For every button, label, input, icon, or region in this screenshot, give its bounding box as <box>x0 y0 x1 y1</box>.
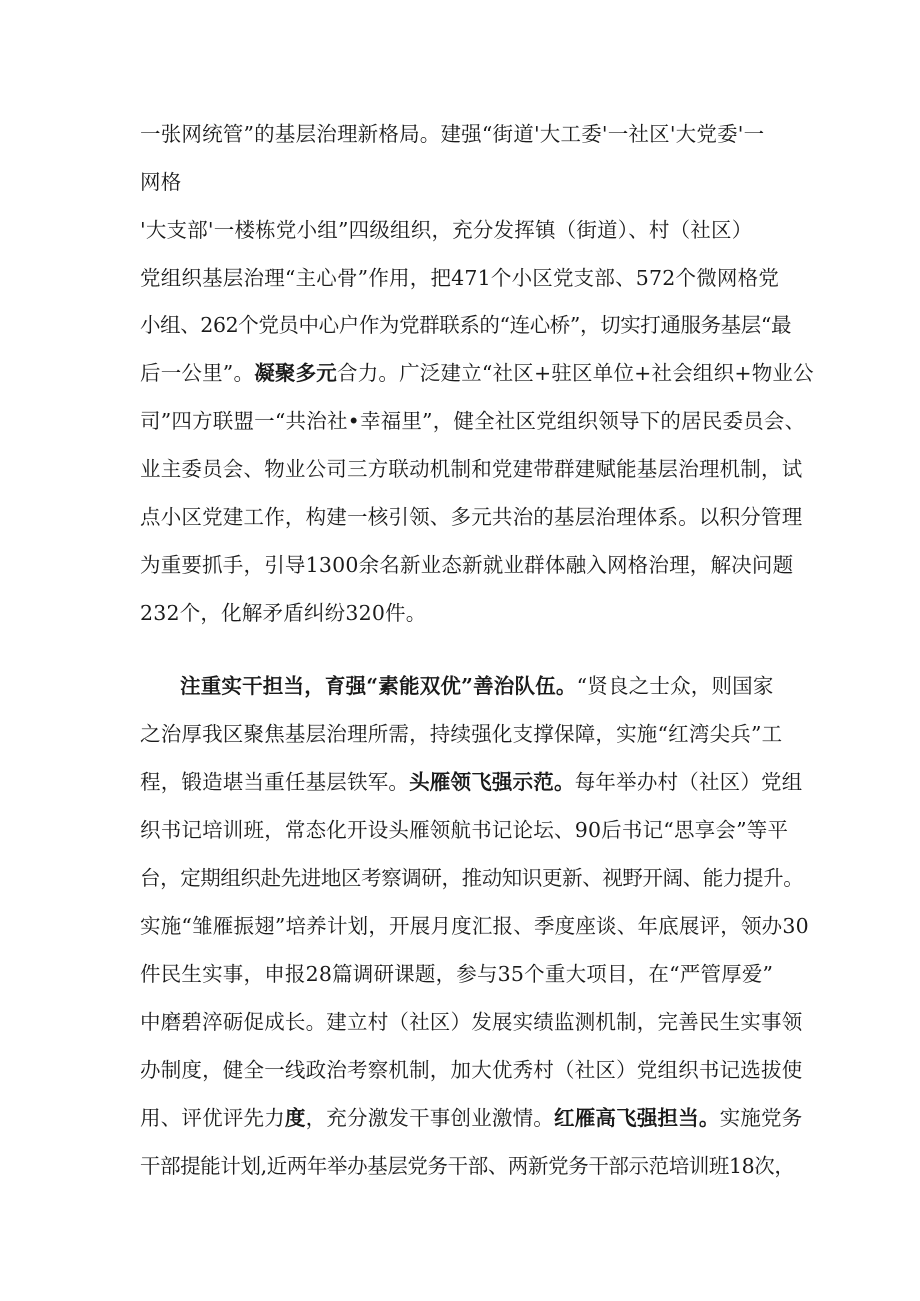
p2-l1-bold-heading: 注重实干担当，育强“素能双优”善治队伍。 <box>180 674 577 698</box>
p2-l10-text-e: 实施党务 <box>719 1106 803 1130</box>
paragraph-1-line-10: 为重要抓手，引导1300余名新业态新就业群体融入网格治理，解决问题 <box>140 553 794 577</box>
p2-l10-bold-heading: 红雁高飞强担当。 <box>554 1106 720 1130</box>
paragraph-1-line-3: '大支部'一楼栋党小组”四级组织，充分发挥镇（街道）、村（社区） <box>140 218 753 242</box>
p2-l1-text-b: “贤良之士众，则国家 <box>576 674 774 698</box>
paragraph-1-line-11: 232个，化解矛盾纠纷320件。 <box>140 601 427 625</box>
paragraph-1-line-8: 业主委员会、物业公司三方联动机制和党建带群建赋能基层治理机制，试 <box>140 457 803 481</box>
p1-l6-text-c: 合力。广泛建立“社区+驻区单位+社会组织+物业公 <box>337 361 814 385</box>
p2-l3-text-c: 每年举办村（社区）党组 <box>574 770 803 794</box>
paragraph-2-line-3 <box>140 768 803 796</box>
paragraph-1-line-7: 司”四方联盟一“共治社•幸福里”，健全社区党组织领导下的居民委员会、 <box>140 409 806 433</box>
paragraph-2-line-1 <box>180 672 790 700</box>
paragraph-1-line-2: 网格 <box>140 170 182 194</box>
paragraph-2-line-11: 干部提能计划,近两年举办基层党务干部、两新党务干部示范培训班18次， <box>140 1154 795 1178</box>
p2-l10-text-a: 用、评优评先力 <box>140 1106 285 1130</box>
p1-l6-bold-heading: 凝聚多元 <box>254 361 337 385</box>
paragraph-1-line-9: 点小区党建工作，构建一核引领、多元共治的基层治理体系。以积分管理 <box>140 505 803 529</box>
paragraph-1-line-4: 党组织基层治理“主心骨”作用，把471个小区党支部、572个微网格党 <box>140 266 780 290</box>
p2-l3-bold-heading: 头雁领飞强示范。 <box>409 770 575 794</box>
paragraph-2-line-5: 台，定期组织赴先进地区考察调研，推动知识更新、视野开阔、能力提升。 <box>140 866 804 890</box>
paragraph-2-line-9: 办制度，健全一线政治考察机制，加大优秀村（社区）党组织书记选拔使 <box>140 1058 803 1082</box>
paragraph-2-line-8: 中磨碧淬砺促成长。建立村（社区）发展实绩监测机制，完善民生实事领 <box>140 1010 803 1034</box>
paragraph-2-line-10 <box>140 1104 803 1132</box>
paragraph-1-line-1: 一张网统管”的基层治理新格局。建强“街道'大工委'一社区'大党委'一 <box>140 122 765 146</box>
paragraph-2-line-6: 实施“雏雁振翅”培养计划，开展月度汇报、季度座谈、年底展评，领办30 <box>140 914 809 938</box>
paragraph-2-line-7: 件民生实事，申报28篇调研课题，参与35个重大项目，在“严管厚爱” <box>140 962 774 986</box>
p1-l6-text-a: 后一公里”。 <box>140 361 255 385</box>
paragraph-2-line-2: 之治厚我区聚焦基层治理所需，持续强化支撑保障，实施“红湾尖兵”工 <box>140 722 783 746</box>
p2-l3-text-a: 程，锻造堪当重任基层铁军。 <box>140 770 410 794</box>
paragraph-2-line-4: 织书记培训班，常态化开设头雁领航书记论坛、90后书记“思享会”等平 <box>140 818 789 842</box>
p2-l10-bold-char: 度 <box>284 1106 306 1130</box>
p2-l10-text-c: ，充分激发干事创业激情。 <box>305 1106 555 1130</box>
paragraph-1-line-6 <box>140 359 814 387</box>
paragraph-1-line-5: 小组、262个党员中心户作为党群联系的“连心桥”，切实打通服务基层“最 <box>140 313 792 337</box>
